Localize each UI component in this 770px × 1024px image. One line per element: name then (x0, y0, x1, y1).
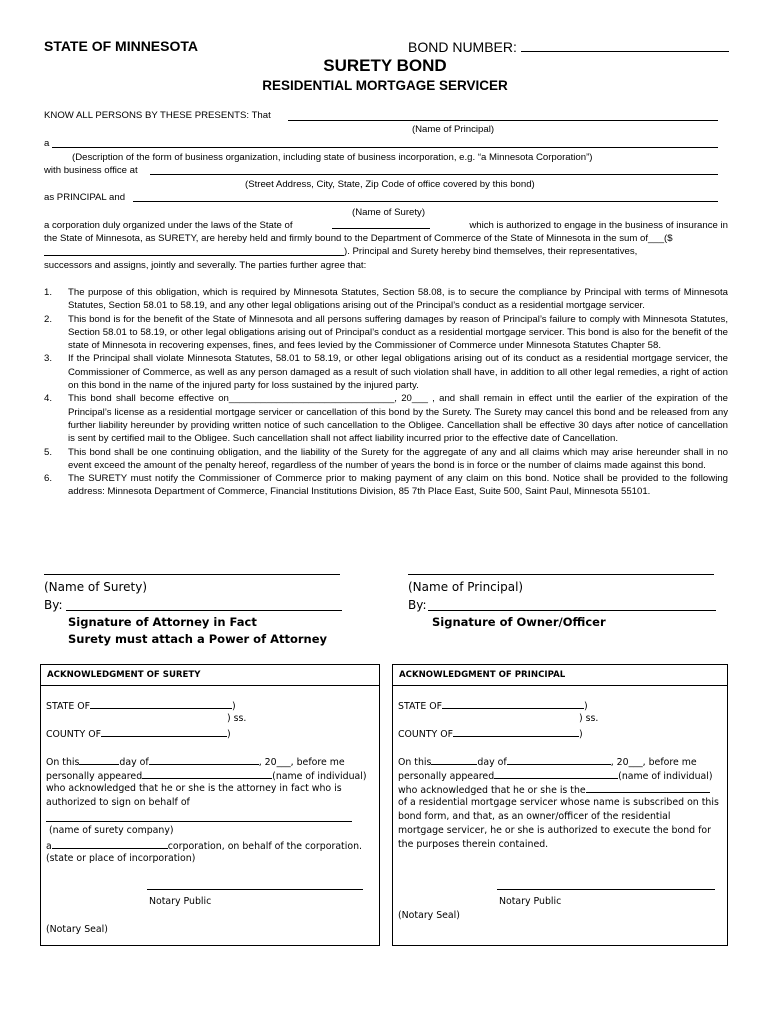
corporation-text: corporation, on behalf of the corporation. (167, 841, 362, 852)
bond-number-label: BOND NUMBER: (408, 39, 517, 55)
state-of-incorporation-caption: (state or place of incorporation) (46, 853, 196, 864)
month-field[interactable] (507, 755, 611, 765)
owner-officer-label: Signature of Owner/Officer (432, 615, 606, 629)
individual-name-field[interactable] (494, 769, 618, 779)
surety-by-label: By: (44, 598, 63, 612)
surety-name-signature-line[interactable] (44, 574, 340, 575)
street-address-caption: (Street Address, City, State, Zip Code of office covered by this bond) (245, 179, 535, 190)
state-of-field[interactable] (442, 699, 584, 709)
ack-surety-box (40, 664, 380, 946)
held-bound-text: the State of Minnesota, as SURETY, are hereby held and firmly bound to the Department of Commerce of the State of Minnesota in the sum of___($ (44, 233, 673, 244)
officer-title-field[interactable] (586, 783, 710, 793)
surety-company-line[interactable] (46, 821, 352, 822)
notary-public-label: Notary Public (499, 896, 562, 907)
state-heading: STATE OF MINNESOTA (44, 38, 198, 54)
day-of-label: day of (477, 757, 507, 768)
principal-signature-line[interactable] (428, 610, 716, 611)
clause-6 (44, 472, 728, 499)
clause-text: The purpose of this obligation, which is required by Minnesota Statutes, Section 58.08, is to secure the compliance by Principal with terms of Minnesota Statutes, Section 58.01 to 58.19, and any other legal obligations arising out of the Principal’s conduct as a residential mortgage servicer. (68, 287, 728, 312)
on-this-label: On this (46, 757, 80, 768)
day-of-label: day of (119, 757, 149, 768)
clause-5 (44, 446, 728, 473)
know-all-text: KNOW ALL PERSONS BY THESE PRESENTS: That (44, 110, 271, 121)
state-of-label: STATE OF (46, 701, 91, 712)
ack-surety-heading: ACKNOWLEDGMENT OF SURETY (41, 665, 379, 686)
notary-seal-label: (Notary Seal) (46, 924, 108, 935)
corporation-text-b: which is authorized to engage in the business of insurance in (469, 220, 728, 231)
name-of-individual-caption: (name of individual) (618, 771, 713, 782)
office-address-line[interactable] (150, 174, 718, 175)
bind-text (344, 245, 728, 258)
ack-principal-appeared-row (398, 769, 713, 782)
notary-public-label: Notary Public (149, 896, 212, 907)
state-of-corporation-line[interactable] (332, 219, 430, 229)
successors-text: successors and assigns, jointly and severally. The parties further agree that: (44, 260, 367, 271)
name-of-surety-caption: (Name of Surety) (352, 207, 426, 218)
ack-surety-date-row (46, 755, 345, 768)
ack-principal-title-row (398, 783, 710, 796)
clause-text: This bond shall be one continuing obligation, and the liability of the Surety for the aggregate of any and all claims which may arise hereunder shall in no event exceed the amount of the penalty hereof, regardless of the number of years the bond is in force or the number of claims made against this bond. (68, 446, 728, 471)
on-this-label: On this (398, 757, 432, 768)
corporation-text-a: a corporation duly organized under the laws of the State of (44, 220, 293, 231)
business-description-line[interactable] (52, 147, 718, 148)
day-field[interactable] (431, 755, 477, 765)
year-label: , 20___, before me (610, 757, 697, 768)
clause-number: 1. (44, 287, 53, 298)
a-label: a (46, 841, 52, 852)
ack-principal-box (392, 664, 728, 946)
name-of-individual-caption: (name of individual) (272, 771, 367, 782)
state-of-field[interactable] (90, 699, 232, 709)
principal-name-line[interactable] (288, 120, 718, 121)
page-subtitle: RESIDENTIAL MORTGAGE SERVICER (262, 78, 508, 93)
principal-name-caption: (Name of Principal) (408, 580, 524, 594)
state-of-label: STATE OF (398, 701, 443, 712)
ack-surety-authorized-text: authorized to sign on behalf of (46, 797, 190, 808)
principal-by-label: By: (408, 598, 427, 612)
clause-text: If the Principal shall violate Minnesota Statutes, 58.01 to 58.19, or other legal obligations arising out of its conduct as a residential mortgage servicer, the Commissioner of Commerce, as well as any person damaged as a result of such violation shall have, in addition to all other legal remedies, a right of action on this bond in the name of the injured party for loss sustained by the injured party. (68, 353, 728, 392)
clause-text: This bond shall become effective on_______________________________, 20___ , and shall remain in effect until the earlier of the expiration of the Principal’s license as a residential mortgage servicer or cancellation of this bond by the Surety. The Surety may cancel this bond and be released from any further liability hereunder by providing written notice of such cancellation to the Obligee. Cancellation shall be effective 30 days after notice of cancellation is sent by certified mail to the Obligee. Such cancellation shall not affect liability incurred prior to the effective date of Cancellation. (68, 393, 728, 445)
surety-name-caption: (Name of Surety) (44, 580, 148, 594)
principal-name-signature-line[interactable] (408, 574, 714, 575)
ack-surety-county-row: COUNTY OF ) (46, 729, 231, 740)
clause-number: 5. (44, 446, 53, 458)
surety-signature-line[interactable] (66, 610, 342, 611)
ack-principal-line2: of a residential mortgage servicer whose name is subscribed on this (398, 797, 719, 808)
corporation-line (44, 219, 728, 232)
notary-signature-line[interactable] (497, 889, 715, 890)
day-field[interactable] (79, 755, 119, 765)
clause-number: 6. (44, 473, 53, 485)
ack-surety-attorney-text: who acknowledged that he or she is the attorney in fact who is (46, 783, 342, 794)
with-office-label: with business office at (44, 165, 138, 176)
county-of-field[interactable] (101, 727, 227, 737)
power-of-attorney-note: Surety must attach a Power of Attorney (68, 632, 328, 646)
ack-principal-line5: the purposes therein contained. (398, 839, 549, 850)
clause-number: 2. (44, 313, 53, 325)
county-of-label: COUNTY OF (398, 729, 454, 740)
ack-principal-line3: bond form, and that, as an owner/officer of the residential (398, 811, 671, 822)
business-description-caption: (Description of the form of business organization, including state of business incorporation, e.g. “a Minnesota Corporation”) (72, 152, 593, 163)
year-label: , 20___, before me (258, 757, 345, 768)
clause-4 (44, 392, 728, 445)
month-field[interactable] (149, 755, 259, 765)
ss-label: ) ss. (579, 713, 599, 724)
ack-principal-state-row: STATE OF ) (398, 701, 588, 712)
bind-text-span: ). Principal and Surety hereby bind themselves, their representatives, (344, 246, 638, 257)
individual-name-field[interactable] (142, 769, 272, 779)
clause-number: 4. (44, 393, 53, 405)
surety-name-line[interactable] (133, 201, 718, 202)
notary-signature-line[interactable] (147, 889, 363, 890)
clause-number: 3. (44, 353, 53, 365)
ack-surety-corp-row (46, 839, 362, 852)
ack-principal-heading: ACKNOWLEDGMENT OF PRINCIPAL (393, 665, 727, 686)
notary-seal-label: (Notary Seal) (398, 910, 460, 921)
ss-label: ) ss. (227, 713, 247, 724)
ack-surety-appeared-row (46, 769, 367, 782)
county-of-field[interactable] (453, 727, 579, 737)
personally-appeared-label: personally appeared (46, 771, 143, 782)
clause-1 (44, 286, 728, 313)
name-of-principal-caption: (Name of Principal) (411, 124, 495, 135)
bond-number-field[interactable] (408, 38, 729, 55)
a-label: a (44, 138, 50, 149)
ack-principal-county-row: COUNTY OF ) (398, 729, 583, 740)
as-principal-label: as PRINCIPAL and (44, 192, 126, 203)
clause-3 (44, 352, 728, 392)
personally-appeared-label: personally appeared (398, 771, 495, 782)
clause-2 (44, 313, 728, 353)
surety-company-caption: (name of surety company) (49, 825, 174, 836)
bond-amount-line[interactable] (44, 255, 344, 256)
ack-line-text: who acknowledged that he or she is the (398, 785, 586, 796)
clause-text: The SURETY must notify the Commissioner of Commerce prior to making payment of any claim on this bond. Notice shall be provided to the following address: Minnesota Department of Commerce, Financial Institutions Division, 85 7th Place East, Suite 500, Saint Paul, Minnesota 55101. (68, 473, 728, 498)
ack-principal-line4: mortgage servicer, he or she is authorized to execute the bond for (398, 825, 711, 836)
ack-principal-date-row (398, 755, 697, 768)
clause-text: This bond is for the benefit of the State of Minnesota and all persons suffering damages by reason of Principal’s failure to comply with Minnesota Statutes, Section 58.01 to 58.19, or other legal obligations arising out of Principal’s conduct as a residential mortgage servicer. This bond is also for the benefit of the state of Minnesota in recovering expenses, fines, and fees levied by the Commissioner of Commerce under Minnesota Statutes Chapter 58. (68, 313, 728, 352)
clauses-list (44, 286, 728, 499)
ack-surety-state-row: STATE OF ) (46, 701, 236, 712)
state-of-incorporation-field[interactable] (52, 839, 168, 849)
county-of-label: COUNTY OF (46, 729, 102, 740)
attorney-in-fact-label: Signature of Attorney in Fact (68, 615, 257, 629)
page-title: SURETY BOND (323, 56, 447, 75)
